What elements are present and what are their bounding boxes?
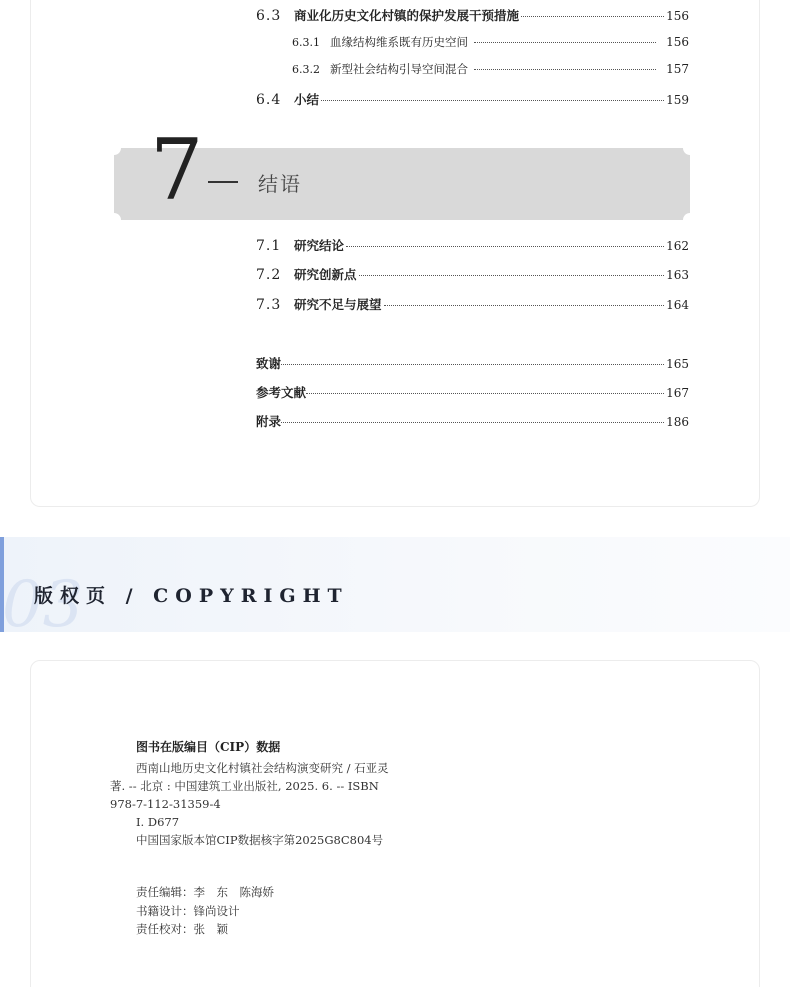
toc-entry-number: 7.3	[256, 297, 282, 313]
toc-entry-6-3[interactable]	[256, 6, 689, 24]
toc-entry-title: 小结	[294, 92, 320, 107]
toc-entry-page: 164	[666, 298, 689, 312]
toc-entry-7-2[interactable]	[256, 265, 689, 283]
toc-entry-appendix[interactable]	[256, 412, 689, 430]
chapter-title: 结语	[258, 172, 302, 196]
toc-entry-number: 7.1	[256, 238, 282, 254]
toc-entry-number: 7.2	[256, 267, 282, 283]
dot-leader	[384, 305, 665, 306]
dot-leader	[521, 16, 664, 17]
toc-entry-number: 6.4	[256, 92, 282, 108]
toc-entry-title: 研究不足与展望	[294, 297, 382, 312]
toc-entry-title: 参考文献	[256, 385, 307, 400]
credit-design: 书籍设计：锋尚设计	[136, 904, 240, 918]
toc-entry-6-3-1[interactable]	[292, 34, 689, 50]
toc-entry-references[interactable]	[256, 383, 689, 401]
cip-line: 中国国家版本馆CIP数据核字第2025G8C804号	[136, 833, 384, 847]
credit-editor: 责任编辑：李 东 陈海娇	[136, 885, 274, 899]
dot-leader	[474, 69, 656, 70]
toc-entry-title: 新型社会结构引导空间混合	[330, 62, 468, 76]
credit-proofreader: 责任校对：张 颖	[136, 922, 228, 936]
toc-entry-number: 6.3.1	[292, 36, 320, 49]
toc-entry-page: 156	[666, 9, 689, 23]
chapter-number: 7	[150, 121, 204, 219]
banner-corner	[683, 141, 697, 155]
toc-entry-page: 159	[666, 93, 689, 107]
toc-entry-title: 血缘结构维系既有历史空间	[330, 35, 468, 49]
toc-entry-page: 165	[666, 357, 689, 371]
toc-entry-page: 156	[666, 35, 689, 49]
dot-leader	[281, 422, 664, 423]
dot-leader	[281, 364, 664, 365]
toc-entry-page: 186	[666, 415, 689, 429]
dot-leader	[306, 393, 664, 394]
cip-line: 著. -- 北京 : 中国建筑工业出版社, 2025. 6. -- ISBN	[110, 779, 379, 793]
dot-leader	[321, 100, 664, 101]
dot-leader	[346, 246, 664, 247]
banner-corner	[107, 213, 121, 227]
cip-line: Ⅰ. D677	[136, 815, 180, 829]
toc-entry-page: 162	[666, 239, 689, 253]
toc-entry-6-3-2[interactable]	[292, 61, 689, 77]
cip-heading: 图书在版编目（CIP）数据	[136, 740, 281, 754]
toc-entry-page: 157	[666, 62, 689, 76]
toc-entry-number: 6.3	[256, 8, 282, 24]
banner-corner	[107, 141, 121, 155]
toc-entry-title: 附录	[256, 414, 282, 429]
toc-entry-title: 致谢	[256, 356, 282, 371]
banner-corner	[683, 213, 697, 227]
toc-entry-page: 167	[666, 386, 689, 400]
toc-entry-title: 研究结论	[294, 238, 345, 253]
toc-entry-7-1[interactable]	[256, 236, 689, 254]
toc-entry-7-3[interactable]	[256, 295, 689, 313]
cip-line: 西南山地历史文化村镇社会结构演变研究 / 石亚灵	[136, 761, 389, 775]
dot-leader	[474, 42, 656, 43]
toc-entry-title: 研究创新点	[294, 267, 357, 282]
section-number-watermark: 03	[2, 568, 84, 642]
toc-entry-acknowledgements[interactable]	[256, 354, 689, 372]
cip-line: 978-7-112-31359-4	[110, 797, 221, 811]
section-title: 版权页 / COPYRIGHT	[34, 585, 349, 607]
toc-entry-number: 6.3.2	[292, 63, 320, 76]
dot-leader	[359, 275, 665, 276]
toc-entry-title: 商业化历史文化村镇的保护发展干预措施	[294, 8, 520, 23]
chapter-dash	[208, 181, 238, 183]
toc-entry-6-4[interactable]	[256, 90, 689, 108]
toc-entry-page: 163	[666, 268, 689, 282]
